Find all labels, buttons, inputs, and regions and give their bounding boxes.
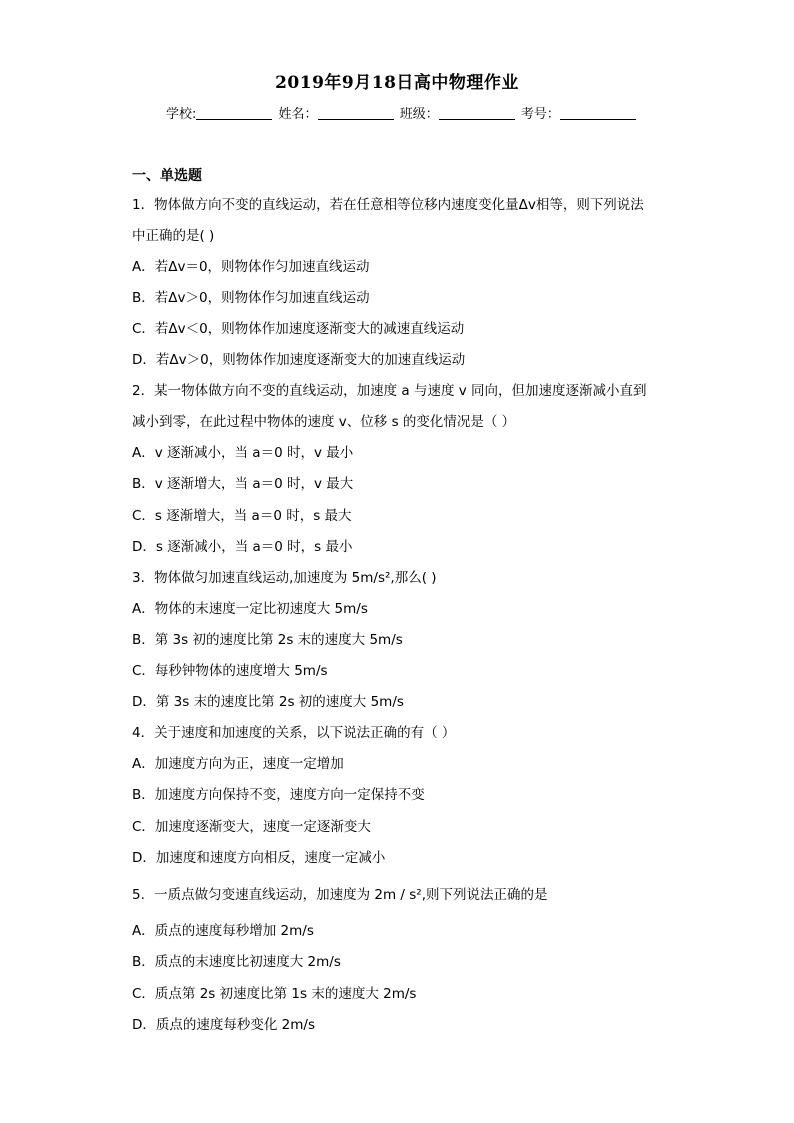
question-3-stem: 3．物体做匀加速直线运动,加速度为 5m/s²,那么( )	[132, 570, 437, 586]
question-2-option-a: A．v 逐渐减小，当 a＝0 时，v 最小	[132, 445, 354, 461]
page-title: 2019年9月18日高中物理作业	[275, 73, 519, 93]
question-2-option-c: C．s 逐渐增大，当 a＝0 时，s 最大	[132, 508, 352, 524]
question-2-option-b: B．v 逐渐增大，当 a＝0 时，v 最大	[132, 476, 354, 492]
question-4-stem: 4．关于速度和加速度的关系，以下说法正确的有（ ）	[132, 725, 456, 741]
number-blank	[560, 107, 636, 120]
question-4-option-c: C．加速度逐渐变大，速度一定逐渐变大	[132, 819, 371, 835]
question-1-stem-cont: 中正确的是( )	[132, 228, 215, 244]
question-2-option-d: D．s 逐渐减小，当 a＝0 时，s 最小	[132, 539, 353, 555]
question-5-option-d: D．质点的速度每秒变化 2m/s	[132, 1017, 316, 1033]
name-label: 姓名：	[278, 107, 318, 122]
question-5-option-b: B．质点的末速度比初速度大 2m/s	[132, 954, 341, 970]
question-4-option-b: B．加速度方向保持不变，速度方向一定保持不变	[132, 787, 425, 803]
question-1-stem: 1．物体做方向不变的直线运动，若在任意相等位移内速度变化量Δv相等，则下列说法	[132, 197, 644, 213]
section-heading: 一、单选题	[132, 168, 202, 184]
question-3-option-d: D．第 3s 末的速度比第 2s 初的速度大 5m/s	[132, 694, 404, 710]
question-4-option-d: D．加速度和速度方向相反，速度一定减小	[132, 850, 386, 866]
question-5-option-a: A．质点的速度每秒增加 2m/s	[132, 923, 314, 939]
question-3-option-a: A．物体的末速度一定比初速度大 5m/s	[132, 601, 368, 617]
question-1-option-c: C．若Δv＜0，则物体作加速度逐渐变大的减速直线运动	[132, 321, 465, 337]
number-label: 考号：	[520, 107, 560, 122]
school-blank	[196, 107, 272, 120]
question-2-stem: 2．某一物体做方向不变的直线运动，加速度 a 与速度 v 同向，但加速度逐渐减小直到	[132, 383, 647, 399]
class-label: 班级：	[399, 107, 439, 122]
question-1-option-a: A．若Δv＝0，则物体作匀加速直线运动	[132, 259, 370, 275]
class-blank	[439, 107, 515, 120]
question-5-stem: 5．一质点做匀变速直线运动，加速度为 2m / s²,则下列说法正确的是	[132, 887, 548, 903]
question-2-stem-cont: 减小到零，在此过程中物体的速度 v、位移 s 的变化情况是（ ）	[132, 414, 516, 430]
name-blank	[318, 107, 394, 120]
question-3-option-b: B．第 3s 初的速度比第 2s 末的速度大 5m/s	[132, 632, 403, 648]
question-3-option-c: C．每秒钟物体的速度增大 5m/s	[132, 663, 328, 679]
question-1-option-d: D．若Δv＞0，则物体作加速度逐渐变大的加速直线运动	[132, 352, 466, 368]
question-5-option-c: C．质点第 2s 初速度比第 1s 末的速度大 2m/s	[132, 986, 417, 1002]
question-1-option-b: B．若Δv＞0，则物体作匀加速直线运动	[132, 290, 370, 306]
school-label: 学校:	[166, 107, 197, 122]
student-info-row	[166, 103, 638, 122]
question-4-option-a: A．加速度方向为正，速度一定增加	[132, 756, 344, 772]
